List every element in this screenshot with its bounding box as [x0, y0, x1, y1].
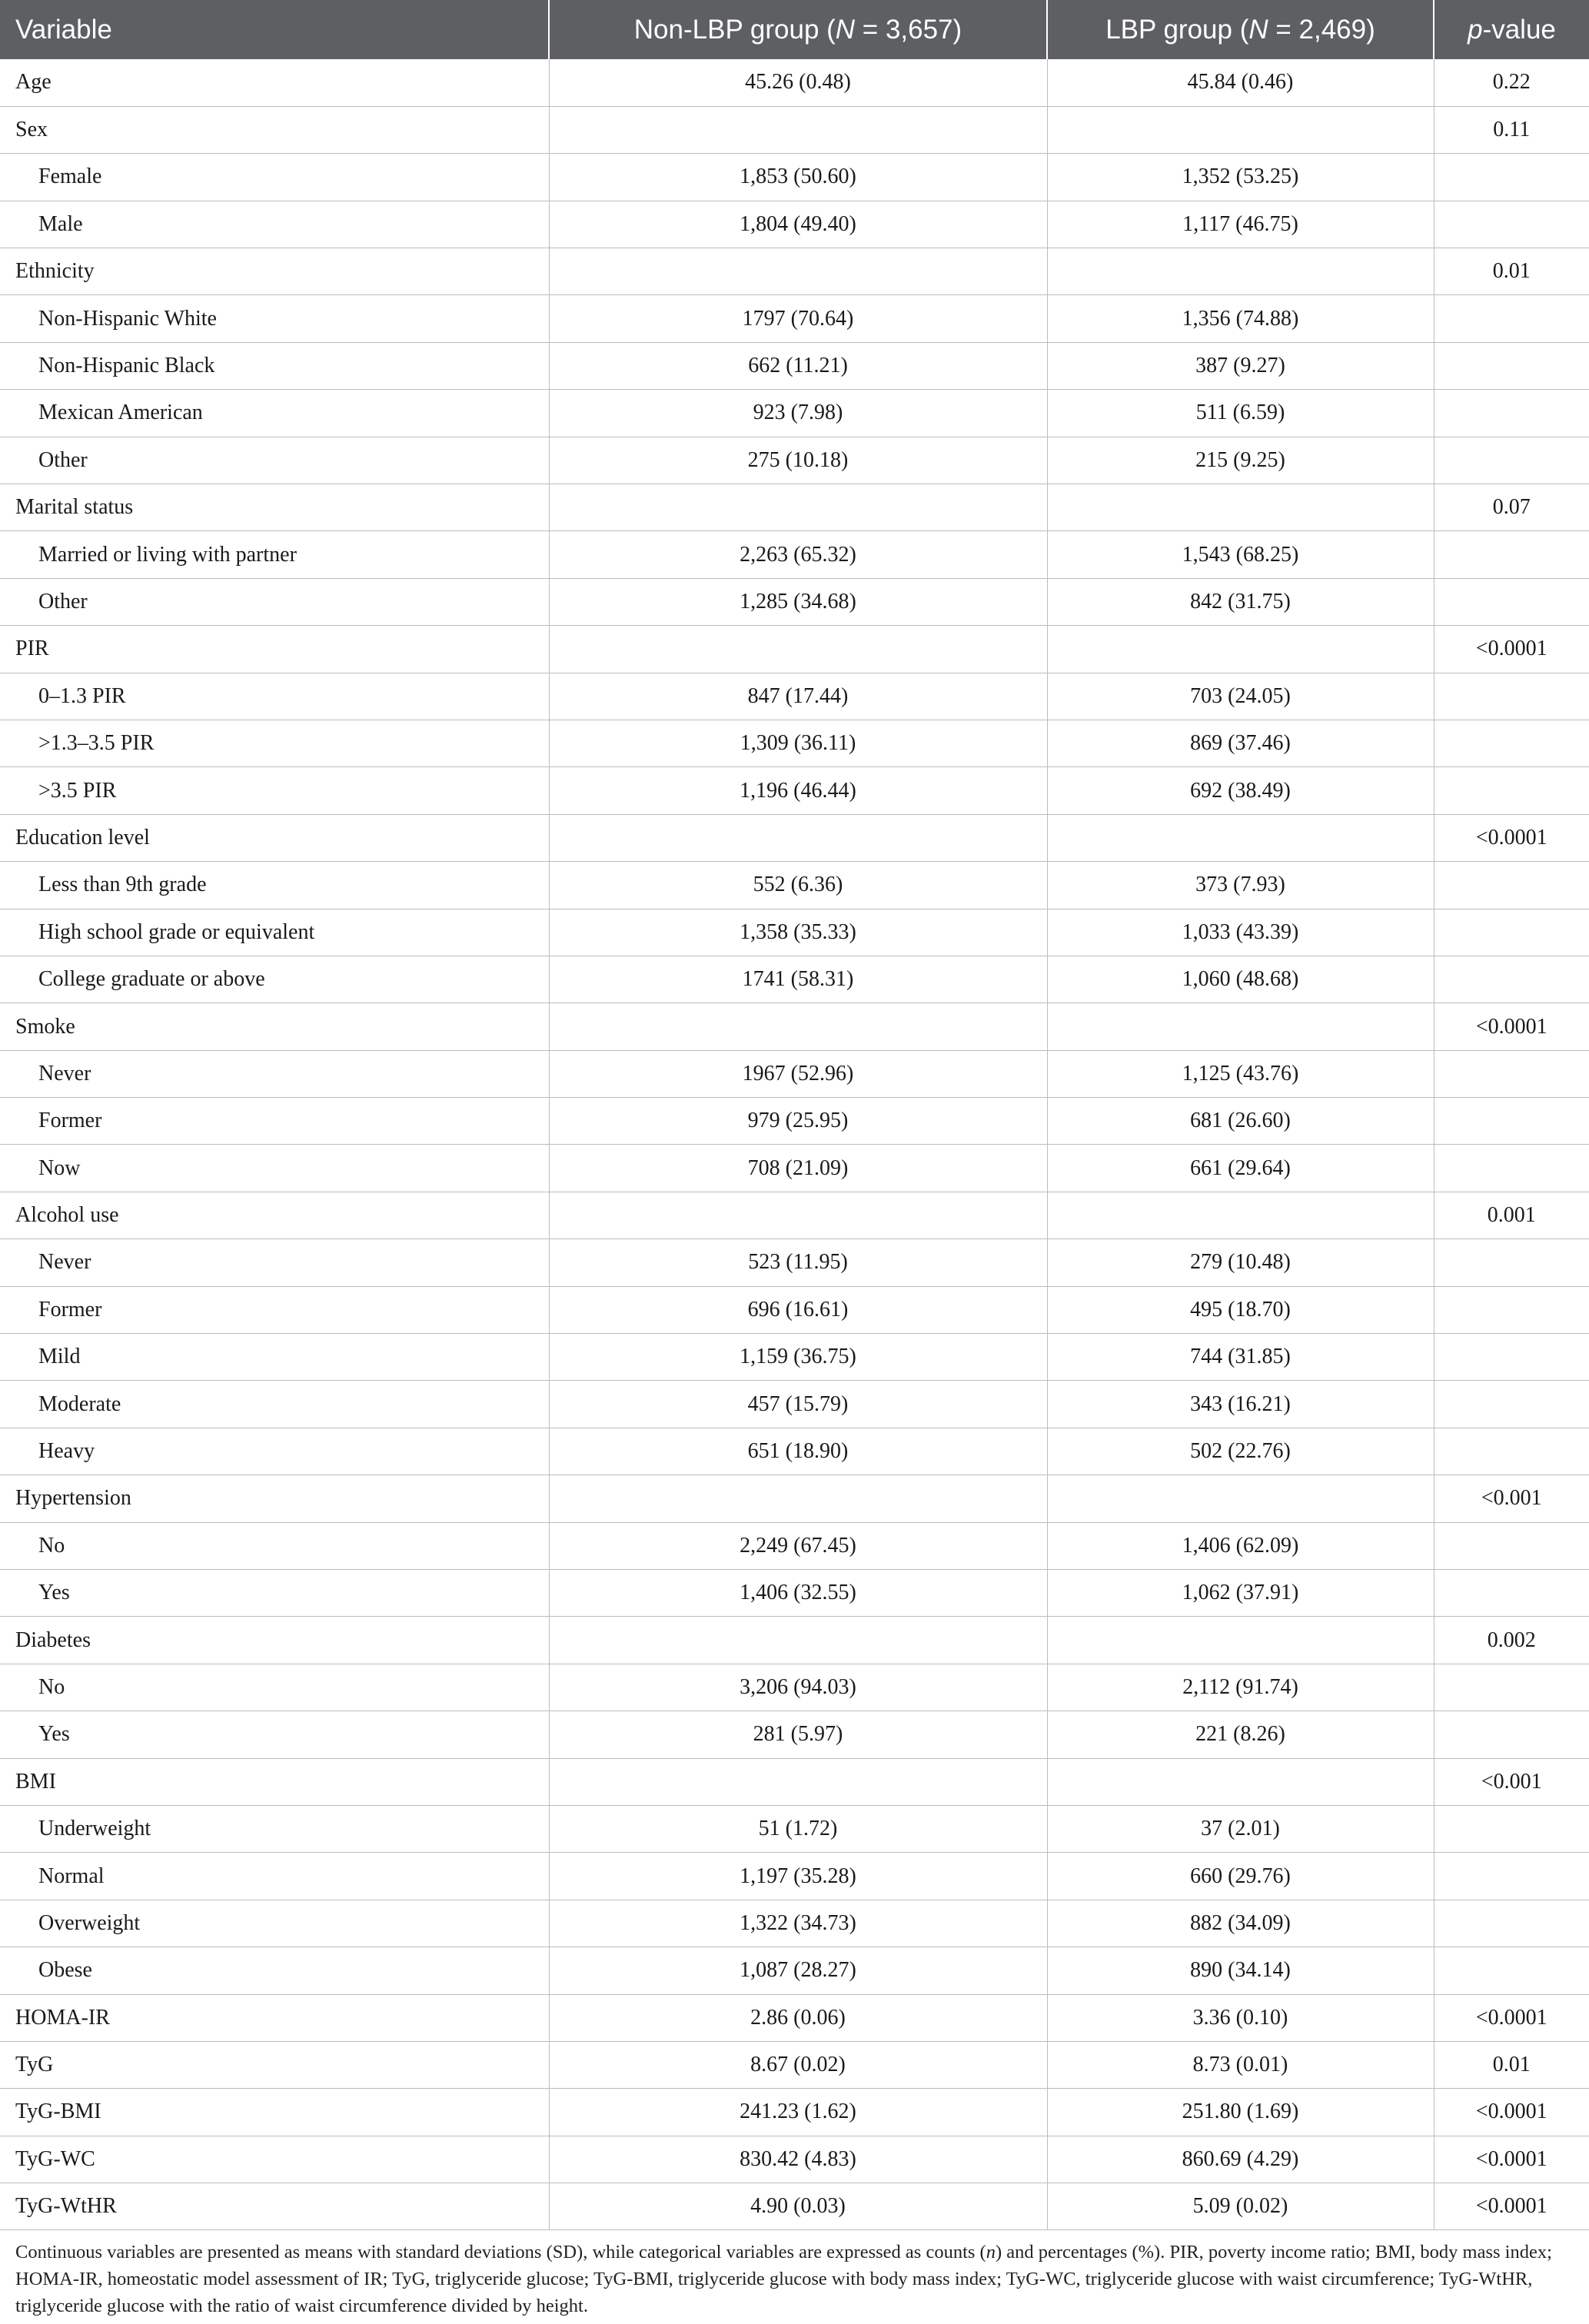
cell-lbp: 661 (29.64) — [1047, 1145, 1434, 1192]
cell-variable: Moderate — [0, 1381, 549, 1428]
table-row — [0, 248, 1589, 295]
cell-p-value: <0.001 — [1434, 1475, 1589, 1522]
cell-p-value: 0.07 — [1434, 484, 1589, 531]
cell-lbp: 215 (9.25) — [1047, 437, 1434, 484]
cell-variable: Diabetes — [0, 1617, 549, 1664]
cell-nonlbp — [549, 1758, 1047, 1805]
cell-nonlbp — [549, 1475, 1047, 1522]
cell-lbp: 1,352 (53.25) — [1047, 154, 1434, 201]
cell-variable: Non-Hispanic Black — [0, 342, 549, 389]
cell-nonlbp: 241.23 (1.62) — [549, 2089, 1047, 2136]
cell-variable: Normal — [0, 1853, 549, 1900]
cell-nonlbp: 8.67 (0.02) — [549, 2041, 1047, 2088]
cell-variable: >1.3–3.5 PIR — [0, 720, 549, 766]
cell-lbp: 744 (31.85) — [1047, 1334, 1434, 1381]
cell-lbp: 890 (34.14) — [1047, 1947, 1434, 1994]
cell-variable: Education level — [0, 814, 549, 861]
cell-variable: BMI — [0, 1758, 549, 1805]
cell-nonlbp: 708 (21.09) — [549, 1145, 1047, 1192]
cell-lbp: 1,406 (62.09) — [1047, 1522, 1434, 1569]
cell-variable: Mexican American — [0, 390, 549, 437]
table-row — [0, 1475, 1589, 1522]
cell-variable: Marital status — [0, 484, 549, 531]
cell-lbp — [1047, 106, 1434, 153]
cell-nonlbp — [549, 1192, 1047, 1238]
table-footnote: Continuous variables are presented as means with standard deviations (SD), while categorical variables are expressed as counts (n) and percentages (%). PIR, poverty income ratio; BMI, body mass index; HOMA-IR, homeostatic model assessment of IR; TyG, triglyceride glucose; TyG-BMI, triglyceride glucose with body mass index; TyG-WC, triglyceride glucose with waist circumference; TyG-WtHR, triglyceride glucose with the ratio of waist circumference divided by height. — [15, 2242, 1552, 2316]
cell-nonlbp: 1,358 (35.33) — [549, 909, 1047, 956]
cell-p-value — [1434, 909, 1589, 956]
cell-lbp: 882 (34.09) — [1047, 1900, 1434, 1947]
table-row — [0, 437, 1589, 484]
table-row — [0, 59, 1589, 106]
cell-variable: TyG — [0, 2041, 549, 2088]
cell-nonlbp: 696 (16.61) — [549, 1286, 1047, 1333]
cell-nonlbp — [549, 248, 1047, 295]
cell-lbp — [1047, 1758, 1434, 1805]
cell-p-value — [1434, 1522, 1589, 1569]
cell-p-value — [1434, 1239, 1589, 1286]
cell-p-value — [1434, 673, 1589, 720]
cell-variable: Alcohol use — [0, 1192, 549, 1238]
cell-lbp: 387 (9.27) — [1047, 342, 1434, 389]
table-row — [0, 1050, 1589, 1097]
cell-lbp: 869 (37.46) — [1047, 720, 1434, 766]
cell-nonlbp: 51 (1.72) — [549, 1805, 1047, 1852]
table-row — [0, 1570, 1589, 1617]
cell-nonlbp: 1,853 (50.60) — [549, 154, 1047, 201]
cell-p-value — [1434, 1947, 1589, 1994]
cell-nonlbp: 1,309 (36.11) — [549, 720, 1047, 766]
cell-variable: 0–1.3 PIR — [0, 673, 549, 720]
cell-p-value — [1434, 201, 1589, 248]
cell-variable: Sex — [0, 106, 549, 153]
table-row — [0, 1617, 1589, 1664]
table-row — [0, 342, 1589, 389]
cell-nonlbp: 3,206 (94.03) — [549, 1664, 1047, 1711]
cell-p-value — [1434, 1805, 1589, 1852]
cell-variable: No — [0, 1664, 549, 1711]
cell-nonlbp: 1,804 (49.40) — [549, 201, 1047, 248]
cell-nonlbp: 2.86 (0.06) — [549, 1994, 1047, 2041]
cell-variable: Overweight — [0, 1900, 549, 1947]
cell-lbp: 495 (18.70) — [1047, 1286, 1434, 1333]
cell-variable: Never — [0, 1239, 549, 1286]
header-nonlbp-group: Non-LBP group (N = 3,657) — [549, 0, 1047, 59]
cell-p-value: <0.0001 — [1434, 626, 1589, 673]
cell-p-value: <0.0001 — [1434, 2136, 1589, 2183]
cell-p-value — [1434, 1098, 1589, 1145]
cell-variable: Yes — [0, 1570, 549, 1617]
cell-p-value — [1434, 1286, 1589, 1333]
table-row — [0, 2089, 1589, 2136]
cell-p-value — [1434, 862, 1589, 909]
header-p-value: p-value — [1434, 0, 1589, 59]
table-row — [0, 862, 1589, 909]
table-row — [0, 767, 1589, 814]
table-row — [0, 626, 1589, 673]
cell-nonlbp: 847 (17.44) — [549, 673, 1047, 720]
cell-p-value: 0.001 — [1434, 1192, 1589, 1238]
cell-variable: Former — [0, 1098, 549, 1145]
cell-lbp — [1047, 814, 1434, 861]
cell-lbp: 279 (10.48) — [1047, 1239, 1434, 1286]
cell-p-value — [1434, 956, 1589, 1002]
cell-variable: TyG-BMI — [0, 2089, 549, 2136]
cell-nonlbp — [549, 1003, 1047, 1050]
cell-lbp: 1,543 (68.25) — [1047, 531, 1434, 578]
table-row — [0, 1853, 1589, 1900]
cell-nonlbp: 1,159 (36.75) — [549, 1334, 1047, 1381]
cell-nonlbp: 1967 (52.96) — [549, 1050, 1047, 1097]
header-row — [0, 0, 1589, 59]
cell-variable: High school grade or equivalent — [0, 909, 549, 956]
cell-lbp: 2,112 (91.74) — [1047, 1664, 1434, 1711]
cell-variable: PIR — [0, 626, 549, 673]
cell-lbp: 703 (24.05) — [1047, 673, 1434, 720]
cell-lbp — [1047, 1475, 1434, 1522]
table-row — [0, 154, 1589, 201]
cell-p-value: 0.01 — [1434, 248, 1589, 295]
table-row — [0, 484, 1589, 531]
cell-variable: TyG-WtHR — [0, 2183, 549, 2230]
cell-lbp: 511 (6.59) — [1047, 390, 1434, 437]
cell-variable: TyG-WC — [0, 2136, 549, 2183]
cell-lbp — [1047, 626, 1434, 673]
cell-nonlbp: 830.42 (4.83) — [549, 2136, 1047, 2183]
cell-p-value: <0.0001 — [1434, 814, 1589, 861]
table-row — [0, 1003, 1589, 1050]
cell-variable: Now — [0, 1145, 549, 1192]
cell-p-value — [1434, 578, 1589, 625]
cell-lbp: 5.09 (0.02) — [1047, 2183, 1434, 2230]
cell-nonlbp — [549, 626, 1047, 673]
cell-nonlbp — [549, 1617, 1047, 1664]
cell-variable: Non-Hispanic White — [0, 295, 549, 342]
cell-variable: Male — [0, 201, 549, 248]
table-row — [0, 1239, 1589, 1286]
table-row — [0, 1428, 1589, 1475]
cell-nonlbp: 275 (10.18) — [549, 437, 1047, 484]
table-row — [0, 390, 1589, 437]
table-row — [0, 531, 1589, 578]
cell-variable: Less than 9th grade — [0, 862, 549, 909]
table-row — [0, 720, 1589, 766]
table-row — [0, 106, 1589, 153]
cell-p-value: <0.0001 — [1434, 1994, 1589, 2041]
cell-p-value — [1434, 1334, 1589, 1381]
table-row — [0, 909, 1589, 956]
cell-nonlbp: 2,263 (65.32) — [549, 531, 1047, 578]
table-row — [0, 1805, 1589, 1852]
cell-nonlbp: 45.26 (0.48) — [549, 59, 1047, 106]
cell-variable: Hypertension — [0, 1475, 549, 1522]
cell-p-value — [1434, 437, 1589, 484]
table-row — [0, 1522, 1589, 1569]
cell-p-value — [1434, 1570, 1589, 1617]
cell-nonlbp: 1,197 (35.28) — [549, 1853, 1047, 1900]
cell-variable: Obese — [0, 1947, 549, 1994]
cell-nonlbp — [549, 106, 1047, 153]
cell-p-value: 0.01 — [1434, 2041, 1589, 2088]
cell-variable: Married or living with partner — [0, 531, 549, 578]
cell-p-value: <0.0001 — [1434, 2183, 1589, 2230]
cell-lbp: 1,062 (37.91) — [1047, 1570, 1434, 1617]
cell-variable: Female — [0, 154, 549, 201]
cell-lbp: 3.36 (0.10) — [1047, 1994, 1434, 2041]
cell-lbp: 681 (26.60) — [1047, 1098, 1434, 1145]
cell-nonlbp: 1797 (70.64) — [549, 295, 1047, 342]
cell-p-value — [1434, 720, 1589, 766]
cell-p-value — [1434, 1900, 1589, 1947]
cell-lbp: 692 (38.49) — [1047, 767, 1434, 814]
cell-variable: Underweight — [0, 1805, 549, 1852]
cell-variable: College graduate or above — [0, 956, 549, 1002]
table-row — [0, 1758, 1589, 1805]
cell-p-value — [1434, 1711, 1589, 1758]
table-row — [0, 1900, 1589, 1947]
cell-nonlbp: 979 (25.95) — [549, 1098, 1047, 1145]
cell-p-value: <0.001 — [1434, 1758, 1589, 1805]
cell-lbp: 45.84 (0.46) — [1047, 59, 1434, 106]
cell-lbp: 1,125 (43.76) — [1047, 1050, 1434, 1097]
cell-nonlbp: 651 (18.90) — [549, 1428, 1047, 1475]
cell-lbp — [1047, 248, 1434, 295]
table-row — [0, 1664, 1589, 1711]
cell-nonlbp: 1,322 (34.73) — [549, 1900, 1047, 1947]
cell-p-value — [1434, 1381, 1589, 1428]
cell-nonlbp: 2,249 (67.45) — [549, 1522, 1047, 1569]
table-row — [0, 1711, 1589, 1758]
cell-variable: Other — [0, 437, 549, 484]
cell-nonlbp: 923 (7.98) — [549, 390, 1047, 437]
table-row — [0, 2041, 1589, 2088]
cell-p-value — [1434, 1664, 1589, 1711]
table-row — [0, 2136, 1589, 2183]
table-row — [0, 1145, 1589, 1192]
cell-nonlbp: 1,285 (34.68) — [549, 578, 1047, 625]
cell-p-value — [1434, 295, 1589, 342]
table-row — [0, 578, 1589, 625]
table-row — [0, 1286, 1589, 1333]
cell-p-value — [1434, 1145, 1589, 1192]
cell-p-value: 0.22 — [1434, 59, 1589, 106]
cell-variable: >3.5 PIR — [0, 767, 549, 814]
cell-p-value — [1434, 1853, 1589, 1900]
table-row — [0, 2183, 1589, 2230]
table-row — [0, 295, 1589, 342]
cell-lbp: 842 (31.75) — [1047, 578, 1434, 625]
cell-lbp: 860.69 (4.29) — [1047, 2136, 1434, 2183]
cell-p-value — [1434, 1050, 1589, 1097]
table-row — [0, 1994, 1589, 2041]
cell-variable: Former — [0, 1286, 549, 1333]
cell-nonlbp — [549, 484, 1047, 531]
table-body — [0, 59, 1589, 2230]
cell-nonlbp: 662 (11.21) — [549, 342, 1047, 389]
cell-p-value: <0.0001 — [1434, 2089, 1589, 2136]
cell-p-value: 0.11 — [1434, 106, 1589, 153]
cell-lbp: 221 (8.26) — [1047, 1711, 1434, 1758]
table-header — [0, 0, 1589, 59]
cell-lbp — [1047, 484, 1434, 531]
cell-lbp: 1,033 (43.39) — [1047, 909, 1434, 956]
cell-p-value: <0.0001 — [1434, 1003, 1589, 1050]
cell-lbp — [1047, 1617, 1434, 1664]
table-row — [0, 1334, 1589, 1381]
cell-lbp — [1047, 1192, 1434, 1238]
cell-lbp — [1047, 1003, 1434, 1050]
cell-nonlbp: 1,406 (32.55) — [549, 1570, 1047, 1617]
cell-variable: Yes — [0, 1711, 549, 1758]
cell-lbp: 373 (7.93) — [1047, 862, 1434, 909]
cell-lbp: 37 (2.01) — [1047, 1805, 1434, 1852]
cell-nonlbp: 4.90 (0.03) — [549, 2183, 1047, 2230]
cell-variable: Age — [0, 59, 549, 106]
cell-nonlbp: 1,087 (28.27) — [549, 1947, 1047, 1994]
cell-p-value — [1434, 154, 1589, 201]
cell-nonlbp: 552 (6.36) — [549, 862, 1047, 909]
table-row — [0, 956, 1589, 1002]
table-row — [0, 1192, 1589, 1238]
cell-p-value — [1434, 767, 1589, 814]
cell-variable: Mild — [0, 1334, 549, 1381]
cell-p-value — [1434, 1428, 1589, 1475]
cell-lbp: 1,117 (46.75) — [1047, 201, 1434, 248]
cell-nonlbp: 457 (15.79) — [549, 1381, 1047, 1428]
cell-nonlbp: 281 (5.97) — [549, 1711, 1047, 1758]
table-row — [0, 1947, 1589, 1994]
cell-variable: Smoke — [0, 1003, 549, 1050]
table-row — [0, 814, 1589, 861]
header-lbp-group: LBP group (N = 2,469) — [1047, 0, 1434, 59]
cell-lbp: 251.80 (1.69) — [1047, 2089, 1434, 2136]
cell-lbp: 502 (22.76) — [1047, 1428, 1434, 1475]
table-row — [0, 201, 1589, 248]
cell-lbp: 1,060 (48.68) — [1047, 956, 1434, 1002]
cell-nonlbp: 523 (11.95) — [549, 1239, 1047, 1286]
cell-nonlbp — [549, 814, 1047, 861]
cell-variable: Ethnicity — [0, 248, 549, 295]
cell-p-value: 0.002 — [1434, 1617, 1589, 1664]
header-variable: Variable — [0, 0, 549, 59]
cell-p-value — [1434, 390, 1589, 437]
cell-variable: No — [0, 1522, 549, 1569]
cell-nonlbp: 1741 (58.31) — [549, 956, 1047, 1002]
table-row — [0, 1381, 1589, 1428]
cell-lbp: 660 (29.76) — [1047, 1853, 1434, 1900]
cell-variable: Heavy — [0, 1428, 549, 1475]
cell-variable: HOMA-IR — [0, 1994, 549, 2041]
cell-lbp: 8.73 (0.01) — [1047, 2041, 1434, 2088]
cell-p-value — [1434, 342, 1589, 389]
cell-variable: Never — [0, 1050, 549, 1097]
cell-lbp: 1,356 (74.88) — [1047, 295, 1434, 342]
cell-lbp: 343 (16.21) — [1047, 1381, 1434, 1428]
cell-nonlbp: 1,196 (46.44) — [549, 767, 1047, 814]
table-row — [0, 673, 1589, 720]
cell-variable: Other — [0, 578, 549, 625]
cell-p-value — [1434, 531, 1589, 578]
table-row — [0, 1098, 1589, 1145]
